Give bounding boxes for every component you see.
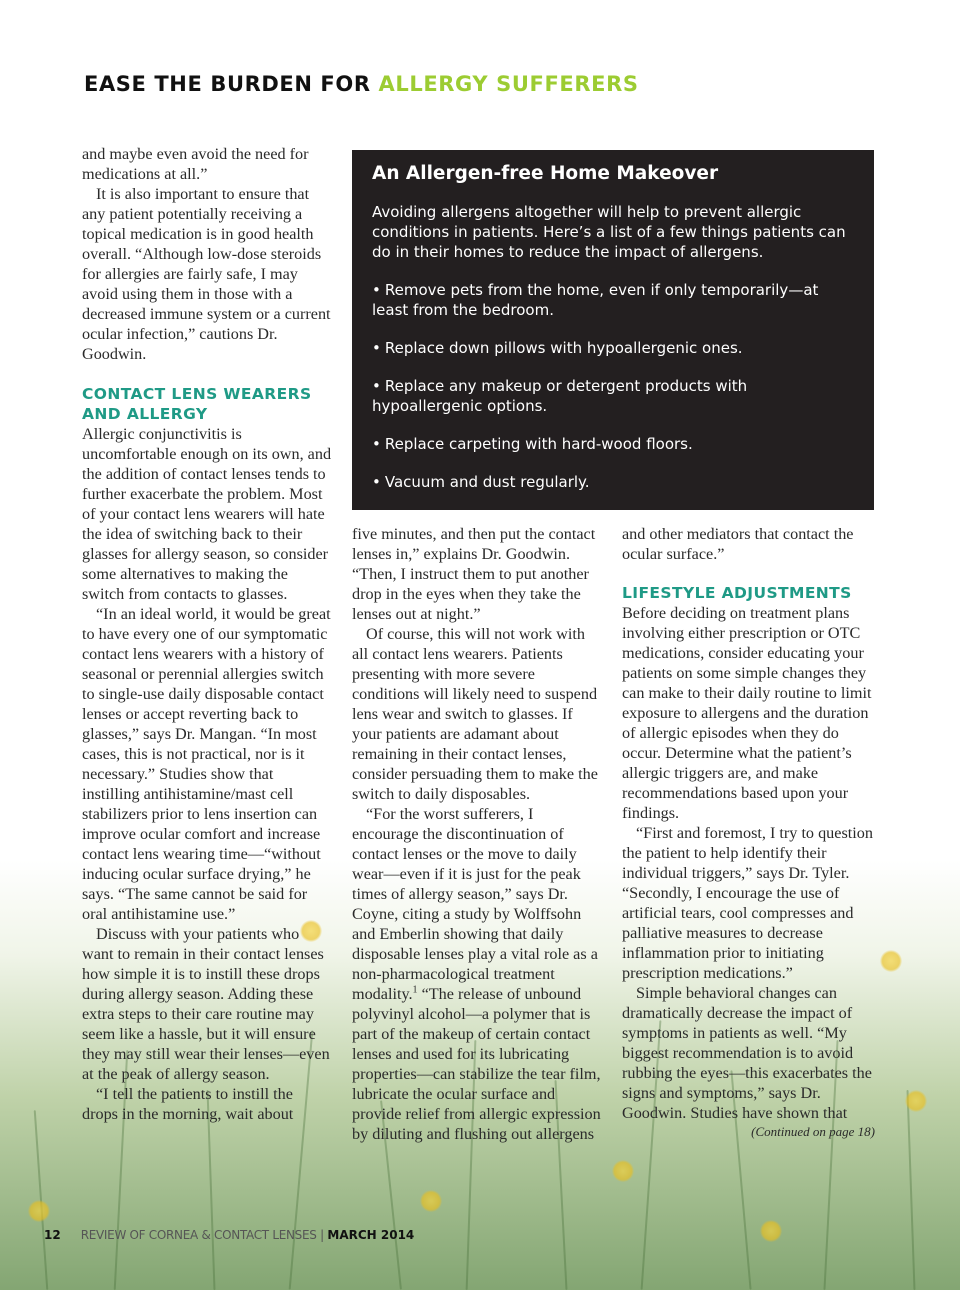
article-column-3 — [622, 524, 877, 1141]
dandelion-flower — [612, 1160, 634, 1182]
dandelion-flower — [760, 1220, 782, 1242]
title-accent: ALLERGY SUFFERERS — [378, 72, 639, 96]
continued-note: (Continued on page 18) — [751, 1124, 875, 1139]
sidebar-intro: Avoiding allergens altogether will help to prevent allergic conditions in patients. Here’s a list of a few things patients can do in their homes to reduce the impact of allergens. — [372, 203, 846, 261]
paragraph: “First and foremost, I try to question the patient to help identify their individual triggers,” says Dr. Tyler. “Secondly, I encourage the use of artificial tears, cool compresses and palliative measures to decrease inflammation prior to initiating prescription medications.” — [622, 824, 873, 982]
sidebar-box — [352, 150, 874, 510]
list-item: • Replace down pillows with hypoallergenic ones. — [372, 339, 743, 357]
paragraph: Discuss with your patients who want to remain in their contact lenses how simple it is to instill these drops during allergy season. Adding these extra steps to their care routine may seem like a hassle, but it will ensure they may still wear their lenses—even at the peak of allergy season. — [82, 925, 330, 1083]
paragraph: and other mediators that contact the ocular surface.” — [622, 525, 854, 563]
section-heading: CONTACT LENS WEARERS AND ALLERGY — [82, 385, 312, 423]
bullet-glyph: • — [372, 473, 381, 491]
paragraph: “I tell the patients to instill the drops in the morning, wait about — [82, 1085, 294, 1123]
dandelion-flower — [28, 1200, 50, 1222]
bullet-glyph: • — [372, 339, 381, 357]
paragraph: and maybe even avoid the need for medications at all.” — [82, 145, 309, 183]
paragraph: five minutes, and then put the contact lenses in,” explains Dr. Goodwin. “Then, I instruct them to put another drop in the eyes when they take the lenses out at night.” — [352, 525, 596, 623]
page-title — [84, 72, 639, 96]
paragraph: Allergic conjunctivitis is uncomfortable enough on its own, and the addition of contact lenses tends to further exacerbate the problem. Most of your contact lens wearers will hate the idea of switching back to their glasses for allergy season, so consider some alternatives to making the switch from contacts to glasses. — [82, 425, 332, 603]
citation-superscript: 1 — [412, 984, 418, 996]
bullet-glyph: • — [372, 377, 381, 395]
list-item: • Replace carpeting with hard-wood floors. — [372, 435, 693, 453]
grass-blade — [907, 1090, 916, 1290]
section-heading: LIFESTYLE ADJUSTMENTS — [622, 584, 852, 602]
title-main: EASE THE BURDEN FOR — [84, 72, 371, 96]
page-footer — [44, 1228, 414, 1242]
sidebar-title: An Allergen-free Home Makeover — [372, 163, 719, 184]
list-item: • Remove pets from the home, even if only temporarily—at least from the bedroom. — [372, 281, 819, 319]
paragraph: Before deciding on treatment plans involving either prescription or OTC medications, consider educating your patients on some simple changes they can make to their daily routine to limit exposure to allergens and the duration of allergic episodes when they do occur. Determine what the patient’s allergic triggers are, and make recommendations based upon your findings. — [622, 604, 872, 822]
page-number: 12 — [44, 1228, 61, 1242]
article-column-2 — [352, 524, 602, 1144]
dandelion-flower — [420, 1190, 442, 1212]
sidebar-list — [372, 280, 854, 492]
paragraph: It is also important to ensure that any patient potentially receiving a topical medication is in good health overall. “Although low-dose steroids for allergies are fairly safe, I may avoid using them in those with a decreased immune system or a current ocular infection,” cautions Dr. Goodwin. — [82, 185, 331, 363]
issue-date: MARCH 2014 — [327, 1228, 415, 1242]
paragraph: “For the worst sufferers, I encourage the discontinuation of contact lenses or the move to daily wear—even if it is just for the peak times of allergy season,” says Dr. Coyne, citing a study by Wolffsohn and Emberlin showing that daily disposable lenses play a vital role as a non-pharmacological treatment modality.$^1$ “The release of unbound polyvinyl alcohol—a polymer that is part of the makeup of certain contact lenses and used for its lubricating properties—can stabilize the tear film, lubricate the ocular surface and provide relief from allergic expression by diluting and flushing out allergens — [352, 805, 601, 1143]
list-item: • Replace any makeup or detergent products with hypoallergenic options. — [372, 377, 748, 415]
publication-name: REVIEW OF CORNEA & CONTACT LENSES | — [80, 1228, 328, 1242]
dandelion-flower — [880, 950, 902, 972]
article-column-1 — [82, 144, 332, 1124]
bullet-glyph: • — [372, 281, 381, 299]
paragraph: Of course, this will not work with all contact lens wearers. Patients presenting with more severe conditions will likely need to suspend lens wear and switch to glasses. If your patients are adamant about remaining in their contact lenses, consider persuading them to make the switch to daily disposables. — [352, 625, 598, 803]
paragraph: Simple behavioral changes can dramatically decrease the impact of symptoms in patients as well. “My biggest recommendation is to avoid rubbing the eyes—this exacerbates the signs and symptoms,” says Dr. Goodwin. Studies have shown that — [622, 984, 872, 1122]
dandelion-flower — [905, 1090, 927, 1112]
list-item: • Vacuum and dust regularly. — [372, 473, 590, 491]
paragraph: “In an ideal world, it would be great to have every one of our symptomatic contact lens wearers with a history of seasonal or perennial allergies switch to single-use daily disposable contact lenses or accept reverting back to glasses,” says Dr. Mangan. “In most cases, this is not practical, nor is it necessary.” Studies show that instilling antihistamine/mast cell stabilizers prior to lens insertion can improve ocular comfort and increase contact lens wearing time—“without inducing ocular surface drying,” he says. “The same cannot be said for oral antihistamine use.” — [82, 605, 331, 923]
bullet-glyph: • — [372, 435, 381, 453]
